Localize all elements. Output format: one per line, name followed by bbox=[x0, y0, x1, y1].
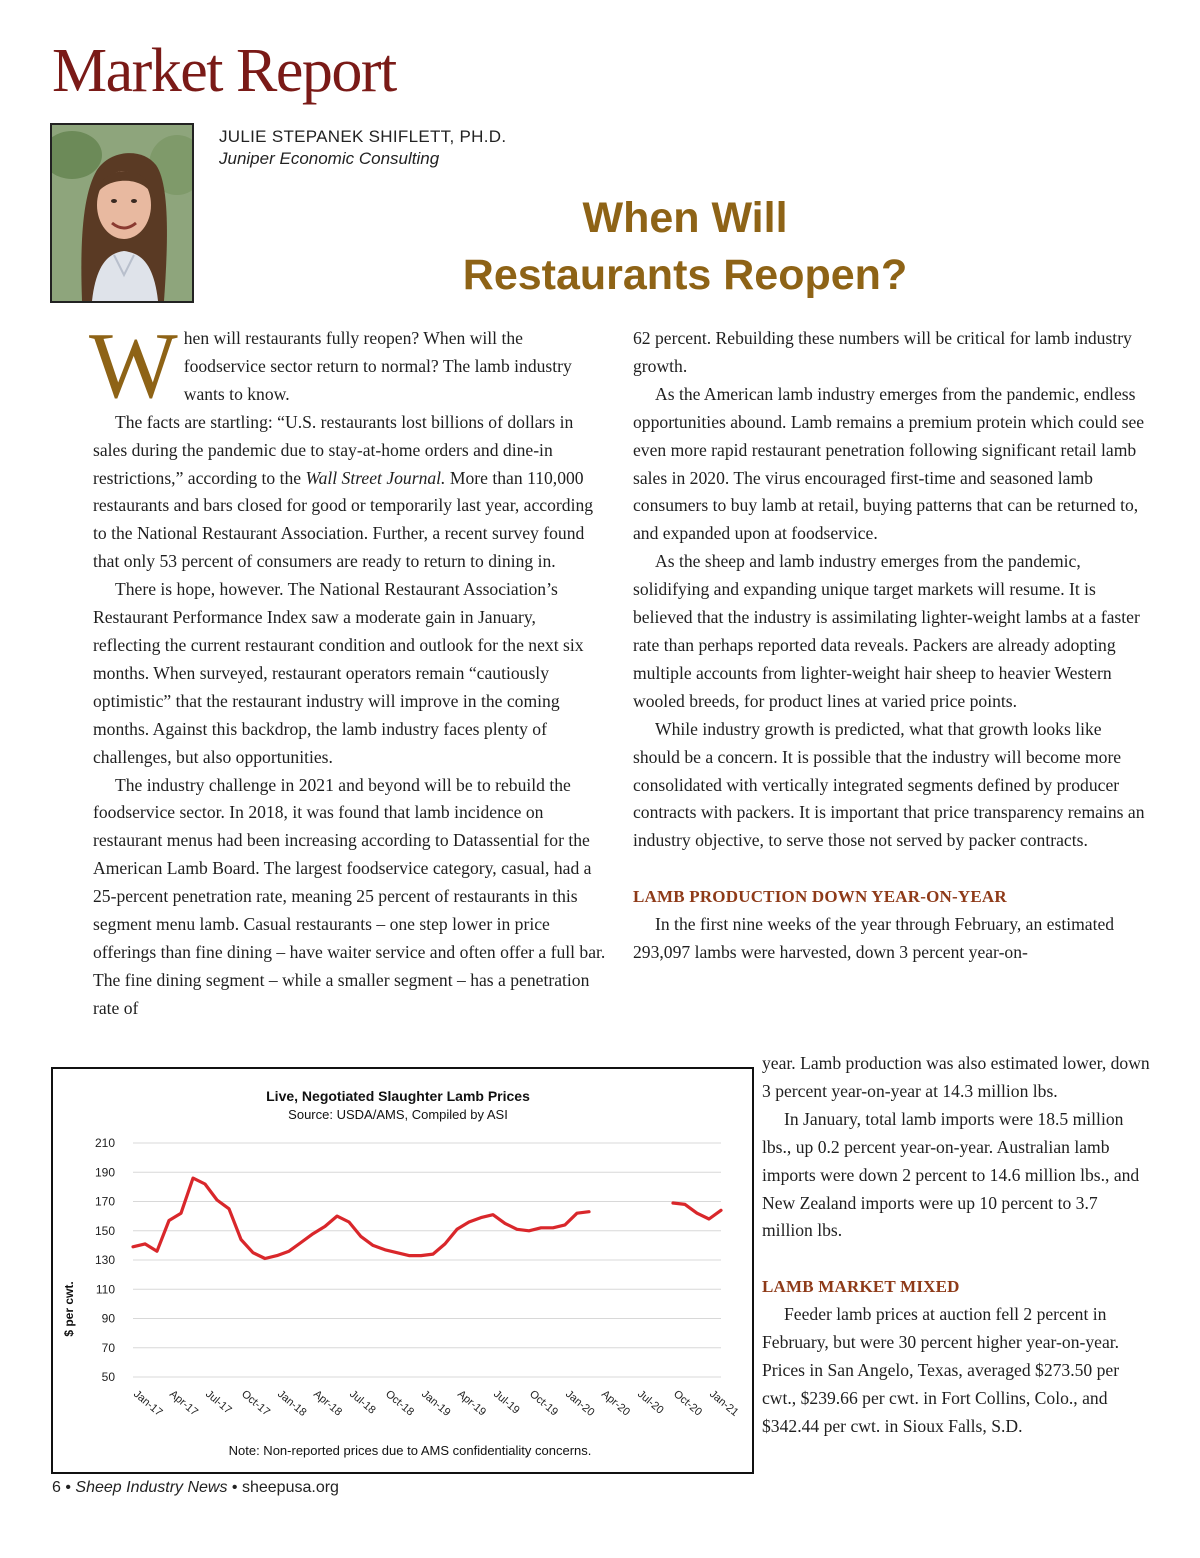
article-headline bbox=[400, 190, 970, 304]
x-tick-label: Oct-17 bbox=[239, 1388, 273, 1419]
article-paragraph: In January, total lamb imports were 18.5 million lbs., up 0.2 percent year-on-year. Australian lamb imports were down 2 percent to 14.6 million lbs., and New Zealand imports were up 10 percent to 3.7 million lbs. bbox=[762, 1108, 1140, 1241]
x-tick-label: Jan-17 bbox=[131, 1388, 165, 1419]
article-column-left bbox=[89, 314, 607, 1023]
author-portrait-illustration bbox=[52, 125, 192, 301]
x-tick-label: Apr-17 bbox=[167, 1388, 201, 1419]
article-paragraph: Feeder lamb prices at auction fell 2 percent in February, but were 30 percent higher year-on-year. Prices in San Angelo, Texas, averaged $273.50 per cwt., $239.66 per cwt. in Fort Collins, Colo., and $342.44 per cwt. in Sioux Falls, S.D. bbox=[762, 1304, 1120, 1436]
article-paragraph: As the sheep and lamb industry emerges from the pandemic, solidifying and expanding unique target markets will resume. It is believed that the industry is assimilating lighter-weight lambs at a faster rate than perhaps reported data reveals. Packers are already adopting multiple accounts from lighter-weight hair sheep to heavier Western wooled breeds, for product lines at varied price points. bbox=[633, 551, 1140, 711]
author-name: JULIE STEPANEK SHIFLETT, PH.D. bbox=[219, 127, 507, 146]
y-tick-labels bbox=[95, 1136, 115, 1384]
chart-title: Live, Negotiated Slaughter Lamb Prices bbox=[266, 1088, 530, 1104]
article-paragraph: In the first nine weeks of the year through February, an estimated 293,097 lambs were harvested, down 3 percent year-on- bbox=[633, 914, 1115, 962]
price-line-segment bbox=[673, 1203, 721, 1219]
x-tick-label: Oct-20 bbox=[671, 1388, 705, 1419]
article-column-side bbox=[762, 1050, 1152, 1441]
chart-note: Note: Non-reported prices due to AMS confidentiality concerns. bbox=[228, 1443, 592, 1458]
author-organization: Juniper Economic Consulting bbox=[219, 149, 440, 168]
headline-line-2: Restaurants Reopen? bbox=[462, 251, 908, 300]
price-line-segment bbox=[133, 1178, 589, 1258]
article-paragraph: The industry challenge in 2021 and beyond will be to rebuild the foodservice sector. In 2018, it was found that lamb incidence on restaurant menus had been increasing according to Datassential for the American Lamb Board. The largest foodservice category, casual, had a 25-percent penetration rate, meaning 25 percent of restaurants in this segment menu lamb. Casual restaurants – one step lower in price offerings than fine dining – have waiter service and often offer a full bar. The fine dining segment – while a smaller segment – has a penetration rate of bbox=[93, 774, 606, 1018]
author-photo bbox=[50, 123, 194, 303]
x-tick-label: Jan-19 bbox=[419, 1388, 453, 1419]
section-subhead: LAMB MARKET MIXED bbox=[762, 1277, 960, 1297]
y-tick-label: 130 bbox=[94, 1253, 115, 1267]
section-subhead: LAMB PRODUCTION DOWN YEAR-ON-YEAR bbox=[633, 887, 1007, 907]
x-tick-label: Jul-17 bbox=[203, 1388, 234, 1417]
y-tick-label: 210 bbox=[94, 1136, 115, 1150]
price-series bbox=[133, 1178, 721, 1258]
y-axis-label: $ per cwt. bbox=[62, 1281, 76, 1337]
x-tick-label: Oct-19 bbox=[527, 1388, 561, 1419]
chart-canvas bbox=[53, 1069, 752, 1472]
x-tick-label: Apr-19 bbox=[455, 1388, 489, 1419]
paragraph-text: More than 110,000 restaurants and bars closed for good or temporarily last year, according to the National Restaurant Association. Further, a recent survey found that only 53 percent of consumers are ready to return to dining in. bbox=[93, 467, 594, 572]
publication-title: Sheep Industry News bbox=[75, 1479, 228, 1496]
chart-subtitle: Source: USDA/AMS, Compiled by ASI bbox=[288, 1107, 508, 1122]
page-footer: 6 • Sheep Industry News • sheepusa.org bbox=[52, 1479, 339, 1496]
x-tick-labels bbox=[131, 1388, 740, 1419]
article-paragraph: 62 percent. Rebuilding these numbers will be critical for lamb industry growth. bbox=[633, 328, 1132, 376]
x-tick-label: Jul-18 bbox=[347, 1388, 378, 1417]
x-tick-label: Jul-20 bbox=[635, 1388, 666, 1417]
y-tick-label: 110 bbox=[95, 1282, 115, 1297]
article-paragraph bbox=[93, 409, 607, 576]
article-column-right bbox=[633, 325, 1147, 967]
x-tick-label: Jan-21 bbox=[707, 1388, 741, 1419]
website: sheepusa.org bbox=[241, 1479, 339, 1496]
price-chart bbox=[51, 1067, 754, 1474]
x-tick-label: Jul-19 bbox=[491, 1388, 522, 1417]
x-tick-label: Jan-18 bbox=[275, 1388, 309, 1419]
x-tick-label: Apr-18 bbox=[311, 1388, 345, 1419]
grid-lines bbox=[133, 1143, 721, 1377]
y-tick-label: 90 bbox=[101, 1311, 115, 1326]
x-tick-label: Oct-18 bbox=[383, 1388, 417, 1419]
paragraph-text: hen will restaurants fully reopen? When will the foodservice sector return to normal? The lamb industry wants to know. bbox=[183, 328, 572, 404]
masthead-title: Market Report bbox=[52, 37, 396, 105]
article-paragraph bbox=[89, 314, 607, 418]
x-tick-label: Jan-20 bbox=[563, 1388, 597, 1419]
drop-cap: W bbox=[89, 314, 178, 418]
article-paragraph: As the American lamb industry emerges from the pandemic, endless opportunities abound. Lamb remains a premium protein which could see even more rapid restaurant penetration following significant retail lamb sales in 2020. The virus encouraged first-time and seasoned lamb consumers to buy lamb at retail, buying patterns that can be returned to, and expanded upon at foodservice. bbox=[633, 383, 1145, 544]
y-tick-label: 70 bbox=[101, 1340, 115, 1355]
y-tick-label: 190 bbox=[94, 1165, 115, 1180]
y-tick-label: 170 bbox=[94, 1194, 115, 1209]
headline-line-1: When Will bbox=[582, 194, 788, 242]
publication-name: Wall Street Journal. bbox=[305, 467, 446, 488]
x-tick-label: Apr-20 bbox=[599, 1388, 633, 1419]
paragraph-text: The facts are startling: “U.S. restaurants lost billions of dollars in sales during the pandemic due to stay-at-home orders and dine-in restrictions,” according to the bbox=[93, 411, 574, 488]
page-number: 6 bbox=[52, 1479, 61, 1496]
y-tick-label: 150 bbox=[94, 1223, 115, 1238]
y-tick-label: 50 bbox=[101, 1370, 115, 1384]
article-paragraph: There is hope, however. The National Restaurant Association’s Restaurant Performance Index saw a moderate gain in January, reflecting the current restaurant condition and outlook for the next six months. When surveyed, restaurant operators remain “cautiously optimistic” that the restaurant industry will improve in the coming months. Against this backdrop, the lamb industry faces plenty of challenges, but also opportunities. bbox=[93, 579, 584, 767]
article-paragraph: While industry growth is predicted, what that growth looks like should be a concern. It is possible that the industry will become more consolidated with vertically integrated segments defined by producer contracts with packers. It is important that price transparency remains an industry objective, to serve those not served by packer contracts. bbox=[633, 718, 1145, 851]
article-paragraph: year. Lamb production was also estimated lower, down 3 percent year-on-year at 14.3 million lbs. bbox=[762, 1053, 1150, 1101]
